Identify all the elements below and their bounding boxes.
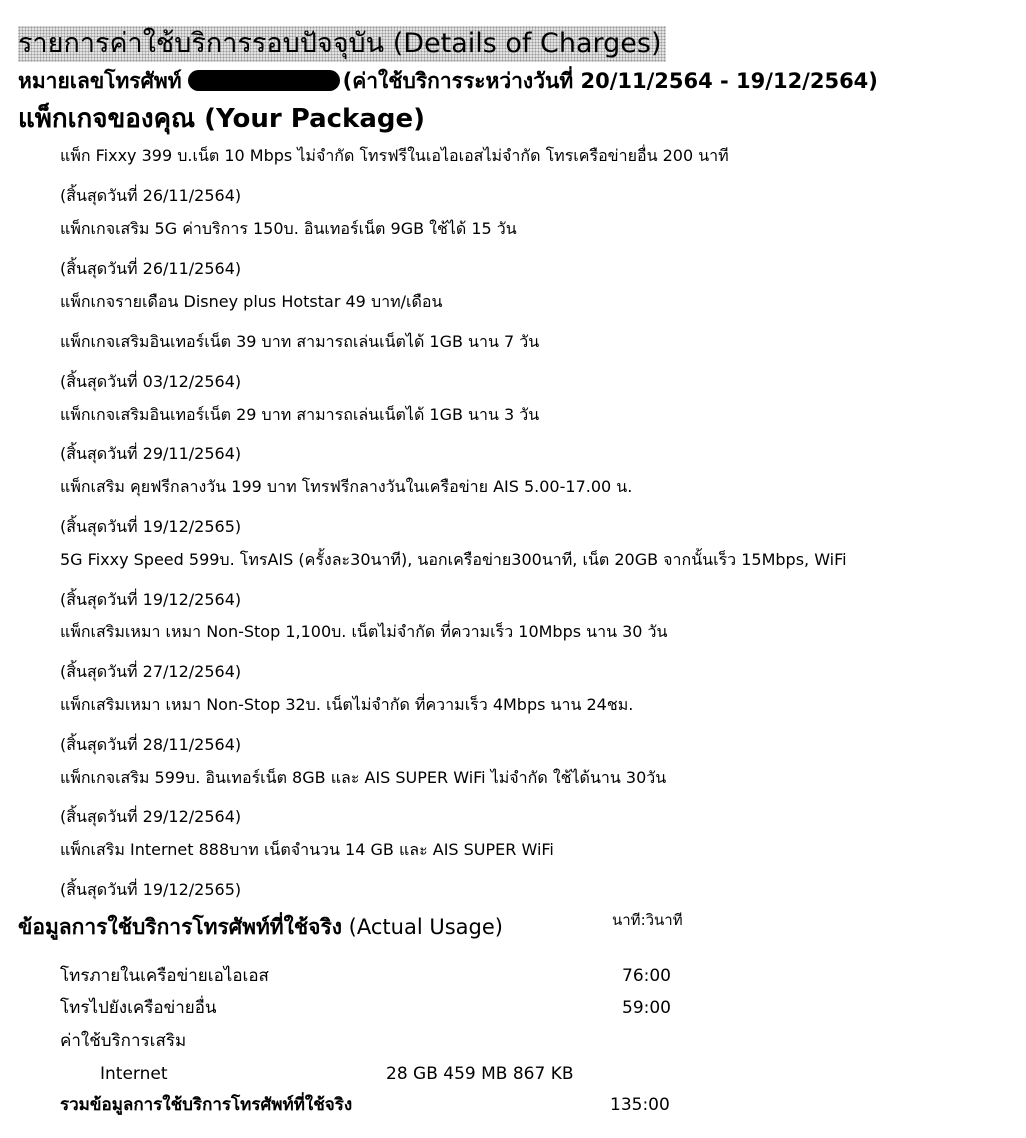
package-line: แพ็กเกจเสริมอินเทอร์เน็ต 29 บาท สามารถเล่นเน็ตได้ 1GB นาน 3 วัน <box>60 405 540 424</box>
package-line: (สิ้นสุดวันที่ 19/12/2565) <box>60 880 242 899</box>
total-usage-label: รวมข้อมูลการใช้บริการโทรศัพท์ที่ใช้จริง <box>60 1095 353 1115</box>
package-line: แพ็กเสริม คุยฟรีกลางวัน 199 บาท โทรฟรีกลางวันในเครือข่าย AIS 5.00-17.00 น. <box>60 477 633 496</box>
usage-heading-thai: ข้อมูลการใช้บริการโทรศัพท์ที่ใช้จริง <box>18 915 342 939</box>
package-line: แพ็ก Fixxy 399 บ.เน็ต 10 Mbps ไม่จำกัด โทรฟรีในเอไอเอสไม่จำกัด โทรเครือข่ายอื่น 200 นาที <box>60 146 729 165</box>
document-title: รายการค่าใช้บริการรอบปัจจุบัน (Details of Charges) <box>18 26 666 62</box>
package-line: แพ็กเกจรายเดือน Disney plus Hotstar 49 บาท/เดือน <box>60 292 443 311</box>
extra-services-label: ค่าใช้บริการเสริม <box>60 1031 187 1051</box>
package-line: (สิ้นสุดวันที่ 29/11/2564) <box>60 444 242 463</box>
package-line: (สิ้นสุดวันที่ 29/12/2564) <box>60 807 242 826</box>
package-line: แพ็กเกจเสริม 5G ค่าบริการ 150บ. อินเทอร์เน็ต 9GB ใช้ได้ 15 วัน <box>60 219 517 238</box>
package-line: แพ็กเกจเสริม 599บ. อินเทอร์เน็ต 8GB และ AIS SUPER WiFi ไม่จำกัด ใช้ได้นาน 30วัน <box>60 768 667 787</box>
package-heading: แพ็กเกจของคุณ (Your Package) <box>18 104 425 134</box>
package-line: (สิ้นสุดวันที่ 19/12/2565) <box>60 517 242 536</box>
package-line: (สิ้นสุดวันที่ 19/12/2564) <box>60 590 242 609</box>
package-line: (สิ้นสุดวันที่ 27/12/2564) <box>60 662 242 681</box>
in-network-value: 76:00 <box>622 966 671 986</box>
package-line: (สิ้นสุดวันที่ 26/11/2564) <box>60 186 242 205</box>
package-line: (สิ้นสุดวันที่ 26/11/2564) <box>60 259 242 278</box>
other-network-value: 59:00 <box>622 998 671 1018</box>
usage-heading-english: (Actual Usage) <box>348 915 503 939</box>
internet-label: Internet <box>100 1064 168 1084</box>
total-usage-value: 135:00 <box>610 1095 670 1115</box>
usage-heading <box>18 912 503 942</box>
package-line: (สิ้นสุดวันที่ 28/11/2564) <box>60 735 242 754</box>
redacted-phone-number <box>188 70 340 91</box>
in-network-label: โทรภายในเครือข่ายเอไอเอส <box>60 966 269 986</box>
phone-number-label: หมายเลขโทรศัพท์ <box>18 69 182 93</box>
package-line: แพ็กเกจเสริมอินเทอร์เน็ต 39 บาท สามารถเล่นเน็ตได้ 1GB นาน 7 วัน <box>60 332 540 351</box>
package-line: แพ็กเสริมเหมา เหมา Non-Stop 1,100บ. เน็ตไม่จำกัด ที่ความเร็ว 10Mbps นาน 30 วัน <box>60 622 668 641</box>
package-line: (สิ้นสุดวันที่ 03/12/2564) <box>60 372 242 391</box>
unit-header: นาที:วินาที <box>612 911 683 929</box>
other-network-label: โทรไปยังเครือข่ายอื่น <box>60 998 217 1018</box>
phone-number-line <box>18 66 878 96</box>
internet-value: 28 GB 459 MB 867 KB <box>386 1064 574 1084</box>
package-line: 5G Fixxy Speed 599บ. โทรAIS (ครั้งละ30นาที), นอกเครือข่าย300นาที, เน็ต 20GB จากนั้นเร็ว 15Mbps, WiFi <box>60 550 847 569</box>
billing-period: (ค่าใช้บริการระหว่างวันที่ 20/11/2564 - 19/12/2564) <box>342 69 878 93</box>
package-line: แพ็กเสริมเหมา เหมา Non-Stop 32บ. เน็ตไม่จำกัด ที่ความเร็ว 4Mbps นาน 24ชม. <box>60 695 634 714</box>
package-line: แพ็กเสริม Internet 888บาท เน็ตจำนวน 14 GB และ AIS SUPER WiFi <box>60 840 554 859</box>
